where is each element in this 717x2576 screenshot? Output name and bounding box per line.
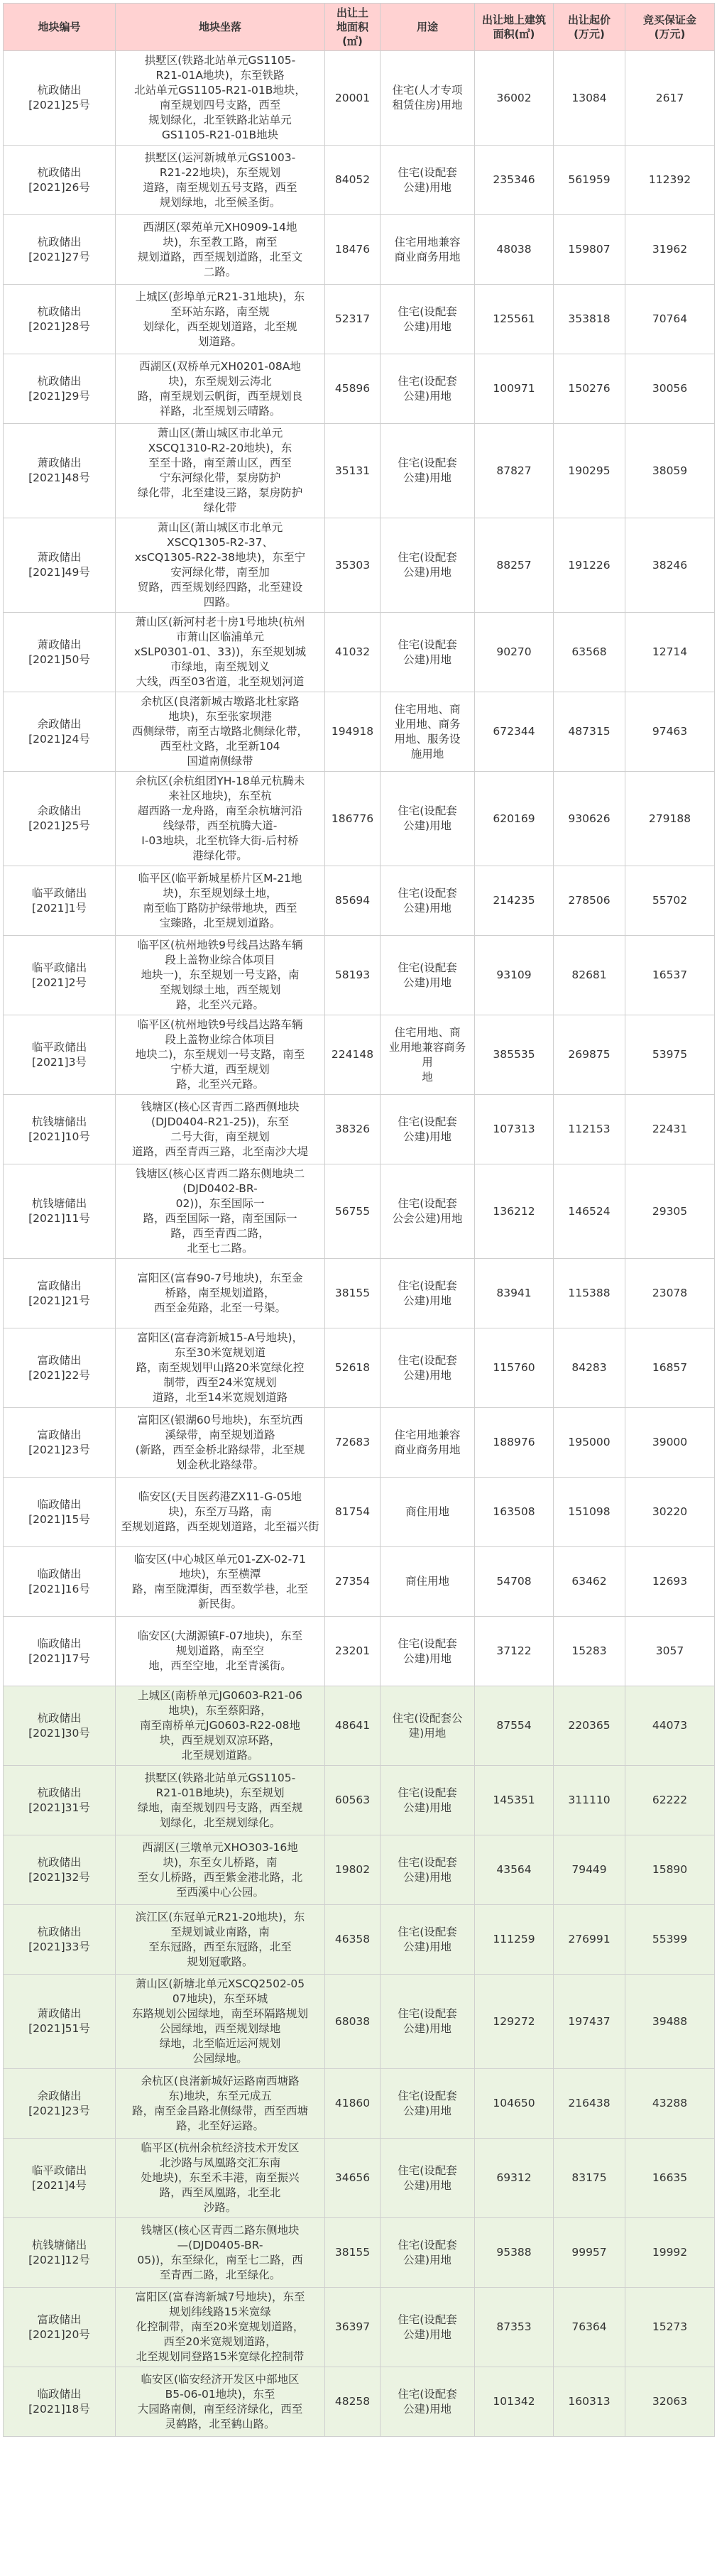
land-area-cell: 20001 [325, 51, 381, 146]
table-row [4, 1259, 715, 1328]
plot-id-cell: 杭政储出 [2021]29号 [4, 354, 116, 424]
deposit-cell: 12714 [625, 613, 715, 692]
building-area-cell: 83941 [475, 1259, 554, 1328]
building-area-cell: 163508 [475, 1478, 554, 1547]
building-area-cell: 620169 [475, 772, 554, 866]
plot-id-cell: 临平政储出 [2021]1号 [4, 866, 116, 936]
plot-id-cell: 杭钱塘储出 [2021]10号 [4, 1095, 116, 1164]
plot-id-cell: 杭政储出 [2021]27号 [4, 215, 116, 285]
deposit-cell: 43288 [625, 2069, 715, 2139]
building-area-cell: 101342 [475, 2367, 554, 2437]
location-cell: 萧山区(萧山城区市北单元 XSCQ1310-R2-20地块)，东 至至十路，南至萧山区，西至 宁东河绿化带，泵房防护 绿化带，北至建设三路，泵房防护 绿化带 [116, 424, 325, 518]
table-row [4, 2069, 715, 2139]
location-cell: 临平区(临平新城星桥片区M-21地 块)，东至规划绿土地， 南至临丁路防护绿带地块，西至 宝臻路，北至规划道路。 [116, 866, 325, 936]
start-price-cell: 115388 [554, 1259, 625, 1328]
land-area-cell: 34656 [325, 2139, 381, 2218]
building-area-cell: 107313 [475, 1095, 554, 1164]
deposit-cell: 55399 [625, 1905, 715, 1975]
building-area-cell: 36002 [475, 51, 554, 146]
building-area-cell: 111259 [475, 1905, 554, 1975]
table-row [4, 1408, 715, 1478]
start-price-cell: 216438 [554, 2069, 625, 2139]
building-area-cell: 235346 [475, 146, 554, 215]
building-area-cell: 115760 [475, 1328, 554, 1408]
land-use-cell: 住宅(设配套 公会公建)用地 [381, 1164, 475, 1259]
land-use-header: 用途 [381, 4, 475, 51]
location-cell: 临安区(中心城区单元01-ZX-02-71 地块)，东至横潭 路，南至陇潭街，西至数学巷，北至 新民街。 [116, 1547, 325, 1617]
land-use-cell: 住宅(设配套 公建)用地 [381, 2367, 475, 2437]
start-price-cell: 83175 [554, 2139, 625, 2218]
location-cell: 临安区(大湖源镇F-07地块)，东至 规划道路，南至空 地，西至空地，北至青溪街。 [116, 1617, 325, 1686]
land-area-cell: 48258 [325, 2367, 381, 2437]
deposit-cell: 15273 [625, 2288, 715, 2367]
plot-id-cell: 杭政储出 [2021]32号 [4, 1835, 116, 1905]
plot-id-cell: 杭政储出 [2021]33号 [4, 1905, 116, 1975]
land-use-cell: 住宅(设配套 公建)用地 [381, 772, 475, 866]
plot-id-cell: 杭政储出 [2021]30号 [4, 1686, 116, 1766]
deposit-cell: 38059 [625, 424, 715, 518]
land-use-cell: 住宅(设配套公 建)用地 [381, 1686, 475, 1766]
deposit-cell: 39488 [625, 1975, 715, 2069]
location-cell: 余杭区(良渚新城古墩路北杜家路 地块)，东至张家坝港 西侧绿带，南至古墩路北侧绿化带， 西至杜文路，北至新104 国道南侧绿带 [116, 692, 325, 772]
land-area-cell: 224148 [325, 1015, 381, 1095]
land-use-cell: 住宅(设配套 公建)用地 [381, 1095, 475, 1164]
land-area-cell: 41860 [325, 2069, 381, 2139]
building-area-cell: 145351 [475, 1766, 554, 1835]
building-area-cell: 90270 [475, 613, 554, 692]
deposit-cell: 39000 [625, 1408, 715, 1478]
start-price-cell: 190295 [554, 424, 625, 518]
table-row [4, 215, 715, 285]
building-area-cell: 87353 [475, 2288, 554, 2367]
table-row [4, 1478, 715, 1547]
land-area-cell: 56755 [325, 1164, 381, 1259]
land-use-cell: 商住用地 [381, 1478, 475, 1547]
start-price-cell: 197437 [554, 1975, 625, 2069]
land-area-cell: 72683 [325, 1408, 381, 1478]
location-cell: 富阳区(富春湾新城7号地块)，东至 规划纬线路15米宽绿 化控制带，南至20米宽规划道路， 西至20米宽规划道路， 北至规划同登路15米宽绿化控制带 [116, 2288, 325, 2367]
location-cell: 钱塘区(核心区青西二路西侧地块 (DJD0404-R21-25))，东至 二号大街，南至规划 道路，西至青西三路，北至南沙大堤 [116, 1095, 325, 1164]
location-cell: 富阳区(富春湾新城15-A号地块)， 东至30米宽规划道 路，南至规划甲山路20米宽绿化控 制带，西至24米宽规划 道路，北至14米宽规划道路 [116, 1328, 325, 1408]
table-row [4, 1015, 715, 1095]
plot-id-cell: 富政储出 [2021]23号 [4, 1408, 116, 1478]
building-area-cell: 93109 [475, 936, 554, 1015]
table-row [4, 285, 715, 354]
table-body [4, 51, 715, 2437]
building-area-cell: 43564 [475, 1835, 554, 1905]
start-price-cell: 930626 [554, 772, 625, 866]
land-table-wrapper [3, 3, 714, 2437]
land-use-cell: 住宅(设配套 公建)用地 [381, 1617, 475, 1686]
location-cell: 上城区(彭埠单元R21-31地块)，东 至环站东路，南至规 划绿化，西至规划道路，北至规 划道路。 [116, 285, 325, 354]
land-use-cell: 住宅(设配套 公建)用地 [381, 1328, 475, 1408]
start-price-cell: 79449 [554, 1835, 625, 1905]
building-area-cell: 87827 [475, 424, 554, 518]
deposit-cell: 3057 [625, 1617, 715, 1686]
table-row [4, 866, 715, 936]
location-cell: 西湖区(三墩单元XHO303-16地 块)，东至女儿桥路，南 至女儿桥路，西至紫金港北路，北 至西溪中心公园。 [116, 1835, 325, 1905]
table-row [4, 1766, 715, 1835]
land-area-cell: 35131 [325, 424, 381, 518]
land-use-cell: 住宅(设配套 公建)用地 [381, 424, 475, 518]
location-cell: 滨江区(东冠单元R21-20地块)，东 至规划诚业南路，南 至东冠路，西至东冠路，北至 规划冠歌路。 [116, 1905, 325, 1975]
deposit-cell: 62222 [625, 1766, 715, 1835]
plot-id-cell: 临政储出 [2021]16号 [4, 1547, 116, 1617]
deposit-header: 竞买保证金 (万元) [625, 4, 715, 51]
table-row [4, 1617, 715, 1686]
land-area-cell: 58193 [325, 936, 381, 1015]
start-price-cell: 195000 [554, 1408, 625, 1478]
table-row [4, 2218, 715, 2288]
plot-id-cell: 临政储出 [2021]18号 [4, 2367, 116, 2437]
plot-id-cell: 富政储出 [2021]21号 [4, 1259, 116, 1328]
building-area-cell: 95388 [475, 2218, 554, 2288]
location-cell: 临安区(天目医药港ZX11-G-05地 块)，东至万马路，南 至规划道路，西至规划道路，北至福兴街 [116, 1478, 325, 1547]
land-use-cell: 住宅(设配套 公建)用地 [381, 2218, 475, 2288]
land-area-cell: 68038 [325, 1975, 381, 2069]
land-area-cell: 38326 [325, 1095, 381, 1164]
start-price-cell: 487315 [554, 692, 625, 772]
plot-id-cell: 余政储出 [2021]23号 [4, 2069, 116, 2139]
land-use-cell: 住宅(设配套 公建)用地 [381, 146, 475, 215]
land-area-cell: 194918 [325, 692, 381, 772]
table-row [4, 613, 715, 692]
location-cell: 西湖区(翠苑单元XH0909-14地 块)，东至教工路，南至 规划道路，西至规划道路，北至文 二路。 [116, 215, 325, 285]
table-row [4, 1835, 715, 1905]
start-price-cell: 311110 [554, 1766, 625, 1835]
land-use-cell: 住宅(设配套 公建)用地 [381, 936, 475, 1015]
land-use-cell: 住宅(设配套 公建)用地 [381, 1766, 475, 1835]
deposit-cell: 279188 [625, 772, 715, 866]
deposit-cell: 29305 [625, 1164, 715, 1259]
table-row [4, 772, 715, 866]
location-cell: 临平区(杭州地铁9号线昌达路车辆 段上盖物业综合体项目 地块一)，东至规划一号支路，南 至规划绿土地，西至规划 路，北至兴元路。 [116, 936, 325, 1015]
land-use-cell: 商住用地 [381, 1547, 475, 1617]
location-cell: 萧山区(新河村老十房1号地块(杭州 市萧山区临浦单元 xSLP0301-01、33))，东至规划城 市绿地，南至规划义 大线，西至03省道，北至规划河道 [116, 613, 325, 692]
land-area-cell: 186776 [325, 772, 381, 866]
plot-id-cell: 萧政储出 [2021]48号 [4, 424, 116, 518]
table-row [4, 2367, 715, 2437]
building-area-cell: 48038 [475, 215, 554, 285]
plot-id-cell: 余政储出 [2021]24号 [4, 692, 116, 772]
location-cell: 钱塘区(核心区青西二路东侧地块二 (DJD0402-BR- 02))，东至国际一 路，西至国际一路，南至国际一 路，西至青西二路， 北至七二路。 [116, 1164, 325, 1259]
deposit-cell: 32063 [625, 2367, 715, 2437]
plot-id-cell: 杭政储出 [2021]25号 [4, 51, 116, 146]
location-cell: 临安区(临安经济开发区中部地区 B5-06-01地块)，东至 大园路南侧，南至经济绿化，西至 灵鹤路，北至鹤山路。 [116, 2367, 325, 2437]
location-cell: 西湖区(双桥单元XH0201-08A地 块)，东至规划云涛北 路，南至规划云帆街，西至规划良 祥路，北至规划云晴路。 [116, 354, 325, 424]
land-use-cell: 住宅(设配套 公建)用地 [381, 2139, 475, 2218]
plot-id-cell: 杭钱塘储出 [2021]11号 [4, 1164, 116, 1259]
land-use-cell: 住宅用地兼容 商业商务用地 [381, 1408, 475, 1478]
table-row [4, 518, 715, 613]
deposit-cell: 16857 [625, 1328, 715, 1408]
plot-id-header: 地块编号 [4, 4, 116, 51]
location-cell: 临平区(杭州余杭经济技术开发区 北沙路与凤凰路交汇东南 处地块)，东至禾丰港，南至振兴 路，西至凤凰路，北至北 沙路。 [116, 2139, 325, 2218]
land-use-cell: 住宅(设配套 公建)用地 [381, 1905, 475, 1975]
table-row [4, 2288, 715, 2367]
start-price-cell: 99957 [554, 2218, 625, 2288]
start-price-header: 出让起价 (万元) [554, 4, 625, 51]
land-area-cell: 38155 [325, 2218, 381, 2288]
location-cell: 拱墅区(铁路北站单元GS1105- R21-01B地块)，东至规划 绿地，南至规划四号支路，西至规 划绿化，北至规划绿化。 [116, 1766, 325, 1835]
land-area-cell: 46358 [325, 1905, 381, 1975]
deposit-cell: 16635 [625, 2139, 715, 2218]
land-area-cell: 41032 [325, 613, 381, 692]
location-cell: 余杭区(良渚新城好运路南西塘路 东)地块，东至元成五 路，南至金昌路北侧绿带，西至西塘 路，北至好运路。 [116, 2069, 325, 2139]
land-auction-table [3, 3, 715, 2437]
start-price-cell: 84283 [554, 1328, 625, 1408]
location-cell: 临平区(杭州地铁9号线昌达路车辆 段上盖物业综合体项目 地块二)，东至规划一号支路，南至 宁桥大道，西至规划 路，北至兴元路。 [116, 1015, 325, 1095]
location-cell: 余杭区(余杭组团YH-18单元杭腾未 来社区地块)，东至杭 超西路一龙舟路，南至余杭塘河沿 线绿带，西至杭腾大道- I-03地块，北至杭锋大街-后村桥 港绿化带。 [116, 772, 325, 866]
start-price-cell: 191226 [554, 518, 625, 613]
start-price-cell: 160313 [554, 2367, 625, 2437]
plot-id-cell: 萧政储出 [2021]50号 [4, 613, 116, 692]
land-area-cell: 60563 [325, 1766, 381, 1835]
plot-id-cell: 临政储出 [2021]15号 [4, 1478, 116, 1547]
start-price-cell: 150276 [554, 354, 625, 424]
deposit-cell: 19992 [625, 2218, 715, 2288]
table-row [4, 2139, 715, 2218]
deposit-cell: 23078 [625, 1259, 715, 1328]
table-row [4, 1328, 715, 1408]
land-area-cell: 52317 [325, 285, 381, 354]
table-row [4, 936, 715, 1015]
deposit-cell: 70764 [625, 285, 715, 354]
land-area-cell: 81754 [325, 1478, 381, 1547]
land-use-cell: 住宅(设配套 公建)用地 [381, 285, 475, 354]
start-price-cell: 561959 [554, 146, 625, 215]
deposit-cell: 30220 [625, 1478, 715, 1547]
plot-id-cell: 临平政储出 [2021]2号 [4, 936, 116, 1015]
table-row [4, 1905, 715, 1975]
building-area-cell: 100971 [475, 354, 554, 424]
building-area-cell: 69312 [475, 2139, 554, 2218]
building-area-cell: 385535 [475, 1015, 554, 1095]
building-area-cell: 125561 [475, 285, 554, 354]
start-price-cell: 151098 [554, 1478, 625, 1547]
plot-id-cell: 杭政储出 [2021]31号 [4, 1766, 116, 1835]
land-area-cell: 18476 [325, 215, 381, 285]
building-area-cell: 672344 [475, 692, 554, 772]
land-use-cell: 住宅(设配套 公建)用地 [381, 613, 475, 692]
start-price-cell: 76364 [554, 2288, 625, 2367]
plot-id-cell: 萧政储出 [2021]51号 [4, 1975, 116, 2069]
table-row [4, 1164, 715, 1259]
building-area-cell: 188976 [475, 1408, 554, 1478]
building-area-cell: 88257 [475, 518, 554, 613]
start-price-cell: 15283 [554, 1617, 625, 1686]
land-use-cell: 住宅用地、商 业用地、商务 用地、服务设 施用地 [381, 692, 475, 772]
land-use-cell: 住宅(设配套 公建)用地 [381, 354, 475, 424]
land-area-cell: 19802 [325, 1835, 381, 1905]
deposit-cell: 30056 [625, 354, 715, 424]
table-row [4, 51, 715, 146]
plot-id-cell: 余政储出 [2021]25号 [4, 772, 116, 866]
deposit-cell: 38246 [625, 518, 715, 613]
location-cell: 萧山区(萧山城区市北单元 XSCQ1305-R2-37、 xsCQ1305-R22-38地块)，东至宁 安河绿化带，南至加 贸路，西至规划经四路，北至建设 四路。 [116, 518, 325, 613]
start-price-cell: 276991 [554, 1905, 625, 1975]
table-header-row [4, 4, 715, 51]
land-use-cell: 住宅(人才专项 租赁住房)用地 [381, 51, 475, 146]
land-area-cell: 36397 [325, 2288, 381, 2367]
deposit-cell: 97463 [625, 692, 715, 772]
land-area-cell: 85694 [325, 866, 381, 936]
deposit-cell: 12693 [625, 1547, 715, 1617]
building-area-cell: 54708 [475, 1547, 554, 1617]
land-use-cell: 住宅(设配套 公建)用地 [381, 1259, 475, 1328]
land-area-cell: 27354 [325, 1547, 381, 1617]
land-use-cell: 住宅(设配套 公建)用地 [381, 2288, 475, 2367]
deposit-cell: 55702 [625, 866, 715, 936]
land-area-cell: 52618 [325, 1328, 381, 1408]
plot-id-cell: 临平政储出 [2021]4号 [4, 2139, 116, 2218]
location-cell: 拱墅区(铁路北站单元GS1105- R21-01A地块)，东至铁路 北站单元GS1105-R21-01B地块， 南至规划四号支路，西至 规划绿化，北至铁路北站单元 GS1105-R21-01B地块 [116, 51, 325, 146]
table-row [4, 1975, 715, 2069]
land-area-cell: 45896 [325, 354, 381, 424]
land-use-cell: 住宅(设配套 公建)用地 [381, 1835, 475, 1905]
start-price-cell: 82681 [554, 936, 625, 1015]
land-use-cell: 住宅(设配套 公建)用地 [381, 518, 475, 613]
location-cell: 钱塘区(核心区青西二路东侧地块 —(DJD0405-BR- 05))，东至绿化，南至七二路，西 至青西二路，北至绿化。 [116, 2218, 325, 2288]
land-use-cell: 住宅用地、商 业用地兼容商务用 地 [381, 1015, 475, 1095]
land-area-cell: 48641 [325, 1686, 381, 1766]
table-row [4, 1095, 715, 1164]
land-area-cell: 35303 [325, 518, 381, 613]
location-cell: 萧山区(新塘北单元XSCQ2502-05 07地块)，东至环城 东路规划公园绿地，南至环隔路规划 公园绿地，西至规划绿地 绿地，北至临近运河规划 公园绿地。 [116, 1975, 325, 2069]
location-header: 地块坐落 [116, 4, 325, 51]
start-price-cell: 269875 [554, 1015, 625, 1095]
start-price-cell: 159807 [554, 215, 625, 285]
deposit-cell: 15890 [625, 1835, 715, 1905]
plot-id-cell: 杭钱塘储出 [2021]12号 [4, 2218, 116, 2288]
land-use-cell: 住宅(设配套 公建)用地 [381, 866, 475, 936]
start-price-cell: 63568 [554, 613, 625, 692]
land-area-cell: 23201 [325, 1617, 381, 1686]
land-use-cell: 住宅(设配套 公建)用地 [381, 1975, 475, 2069]
start-price-cell: 278506 [554, 866, 625, 936]
plot-id-cell: 临政储出 [2021]17号 [4, 1617, 116, 1686]
plot-id-cell: 杭政储出 [2021]28号 [4, 285, 116, 354]
start-price-cell: 353818 [554, 285, 625, 354]
deposit-cell: 16537 [625, 936, 715, 1015]
location-cell: 上城区(南桥单元JG0603-R21-06 地块)，东至蔡阳路， 南至南桥单元JG0603-R22-08地 块，西至规划双凉环路， 北至规划道路。 [116, 1686, 325, 1766]
land-area-cell: 38155 [325, 1259, 381, 1328]
land-use-cell: 住宅(设配套 公建)用地 [381, 2069, 475, 2139]
location-cell: 富阳区(银湖60号地块)，东至坑西 溪绿带，南至规划道路 (新路，西至金桥北路绿带，北至规 划金秋北路绿带。 [116, 1408, 325, 1478]
location-cell: 富阳区(富春90-7号地块)，东至金 桥路，南至规划道路， 西至金苑路，北至一号渠。 [116, 1259, 325, 1328]
building-area-cell: 136212 [475, 1164, 554, 1259]
building-area-cell: 37122 [475, 1617, 554, 1686]
land-area-cell: 84052 [325, 146, 381, 215]
building-area-header: 出让地上建筑 面积(㎡) [475, 4, 554, 51]
start-price-cell: 220365 [554, 1686, 625, 1766]
building-area-cell: 87554 [475, 1686, 554, 1766]
plot-id-cell: 临平政储出 [2021]3号 [4, 1015, 116, 1095]
building-area-cell: 214235 [475, 866, 554, 936]
table-row [4, 692, 715, 772]
land-use-cell: 住宅用地兼容 商业商务用地 [381, 215, 475, 285]
plot-id-cell: 富政储出 [2021]20号 [4, 2288, 116, 2367]
building-area-cell: 104650 [475, 2069, 554, 2139]
building-area-cell: 129272 [475, 1975, 554, 2069]
start-price-cell: 63462 [554, 1547, 625, 1617]
table-row [4, 146, 715, 215]
deposit-cell: 44073 [625, 1686, 715, 1766]
deposit-cell: 22431 [625, 1095, 715, 1164]
land-area-header: 出让土 地面积 (㎡) [325, 4, 381, 51]
plot-id-cell: 萧政储出 [2021]49号 [4, 518, 116, 613]
location-cell: 拱墅区(运河新城单元GS1003- R21-22地块)，东至规划 道路，南至规划五号支路，西至 规划绿地，北至候圣街。 [116, 146, 325, 215]
table-row [4, 1547, 715, 1617]
deposit-cell: 112392 [625, 146, 715, 215]
deposit-cell: 31962 [625, 215, 715, 285]
start-price-cell: 112153 [554, 1095, 625, 1164]
table-row [4, 354, 715, 424]
table-row [4, 1686, 715, 1766]
plot-id-cell: 杭政储出 [2021]26号 [4, 146, 116, 215]
deposit-cell: 53975 [625, 1015, 715, 1095]
start-price-cell: 146524 [554, 1164, 625, 1259]
deposit-cell: 2617 [625, 51, 715, 146]
table-row [4, 424, 715, 518]
plot-id-cell: 富政储出 [2021]22号 [4, 1328, 116, 1408]
start-price-cell: 13084 [554, 51, 625, 146]
